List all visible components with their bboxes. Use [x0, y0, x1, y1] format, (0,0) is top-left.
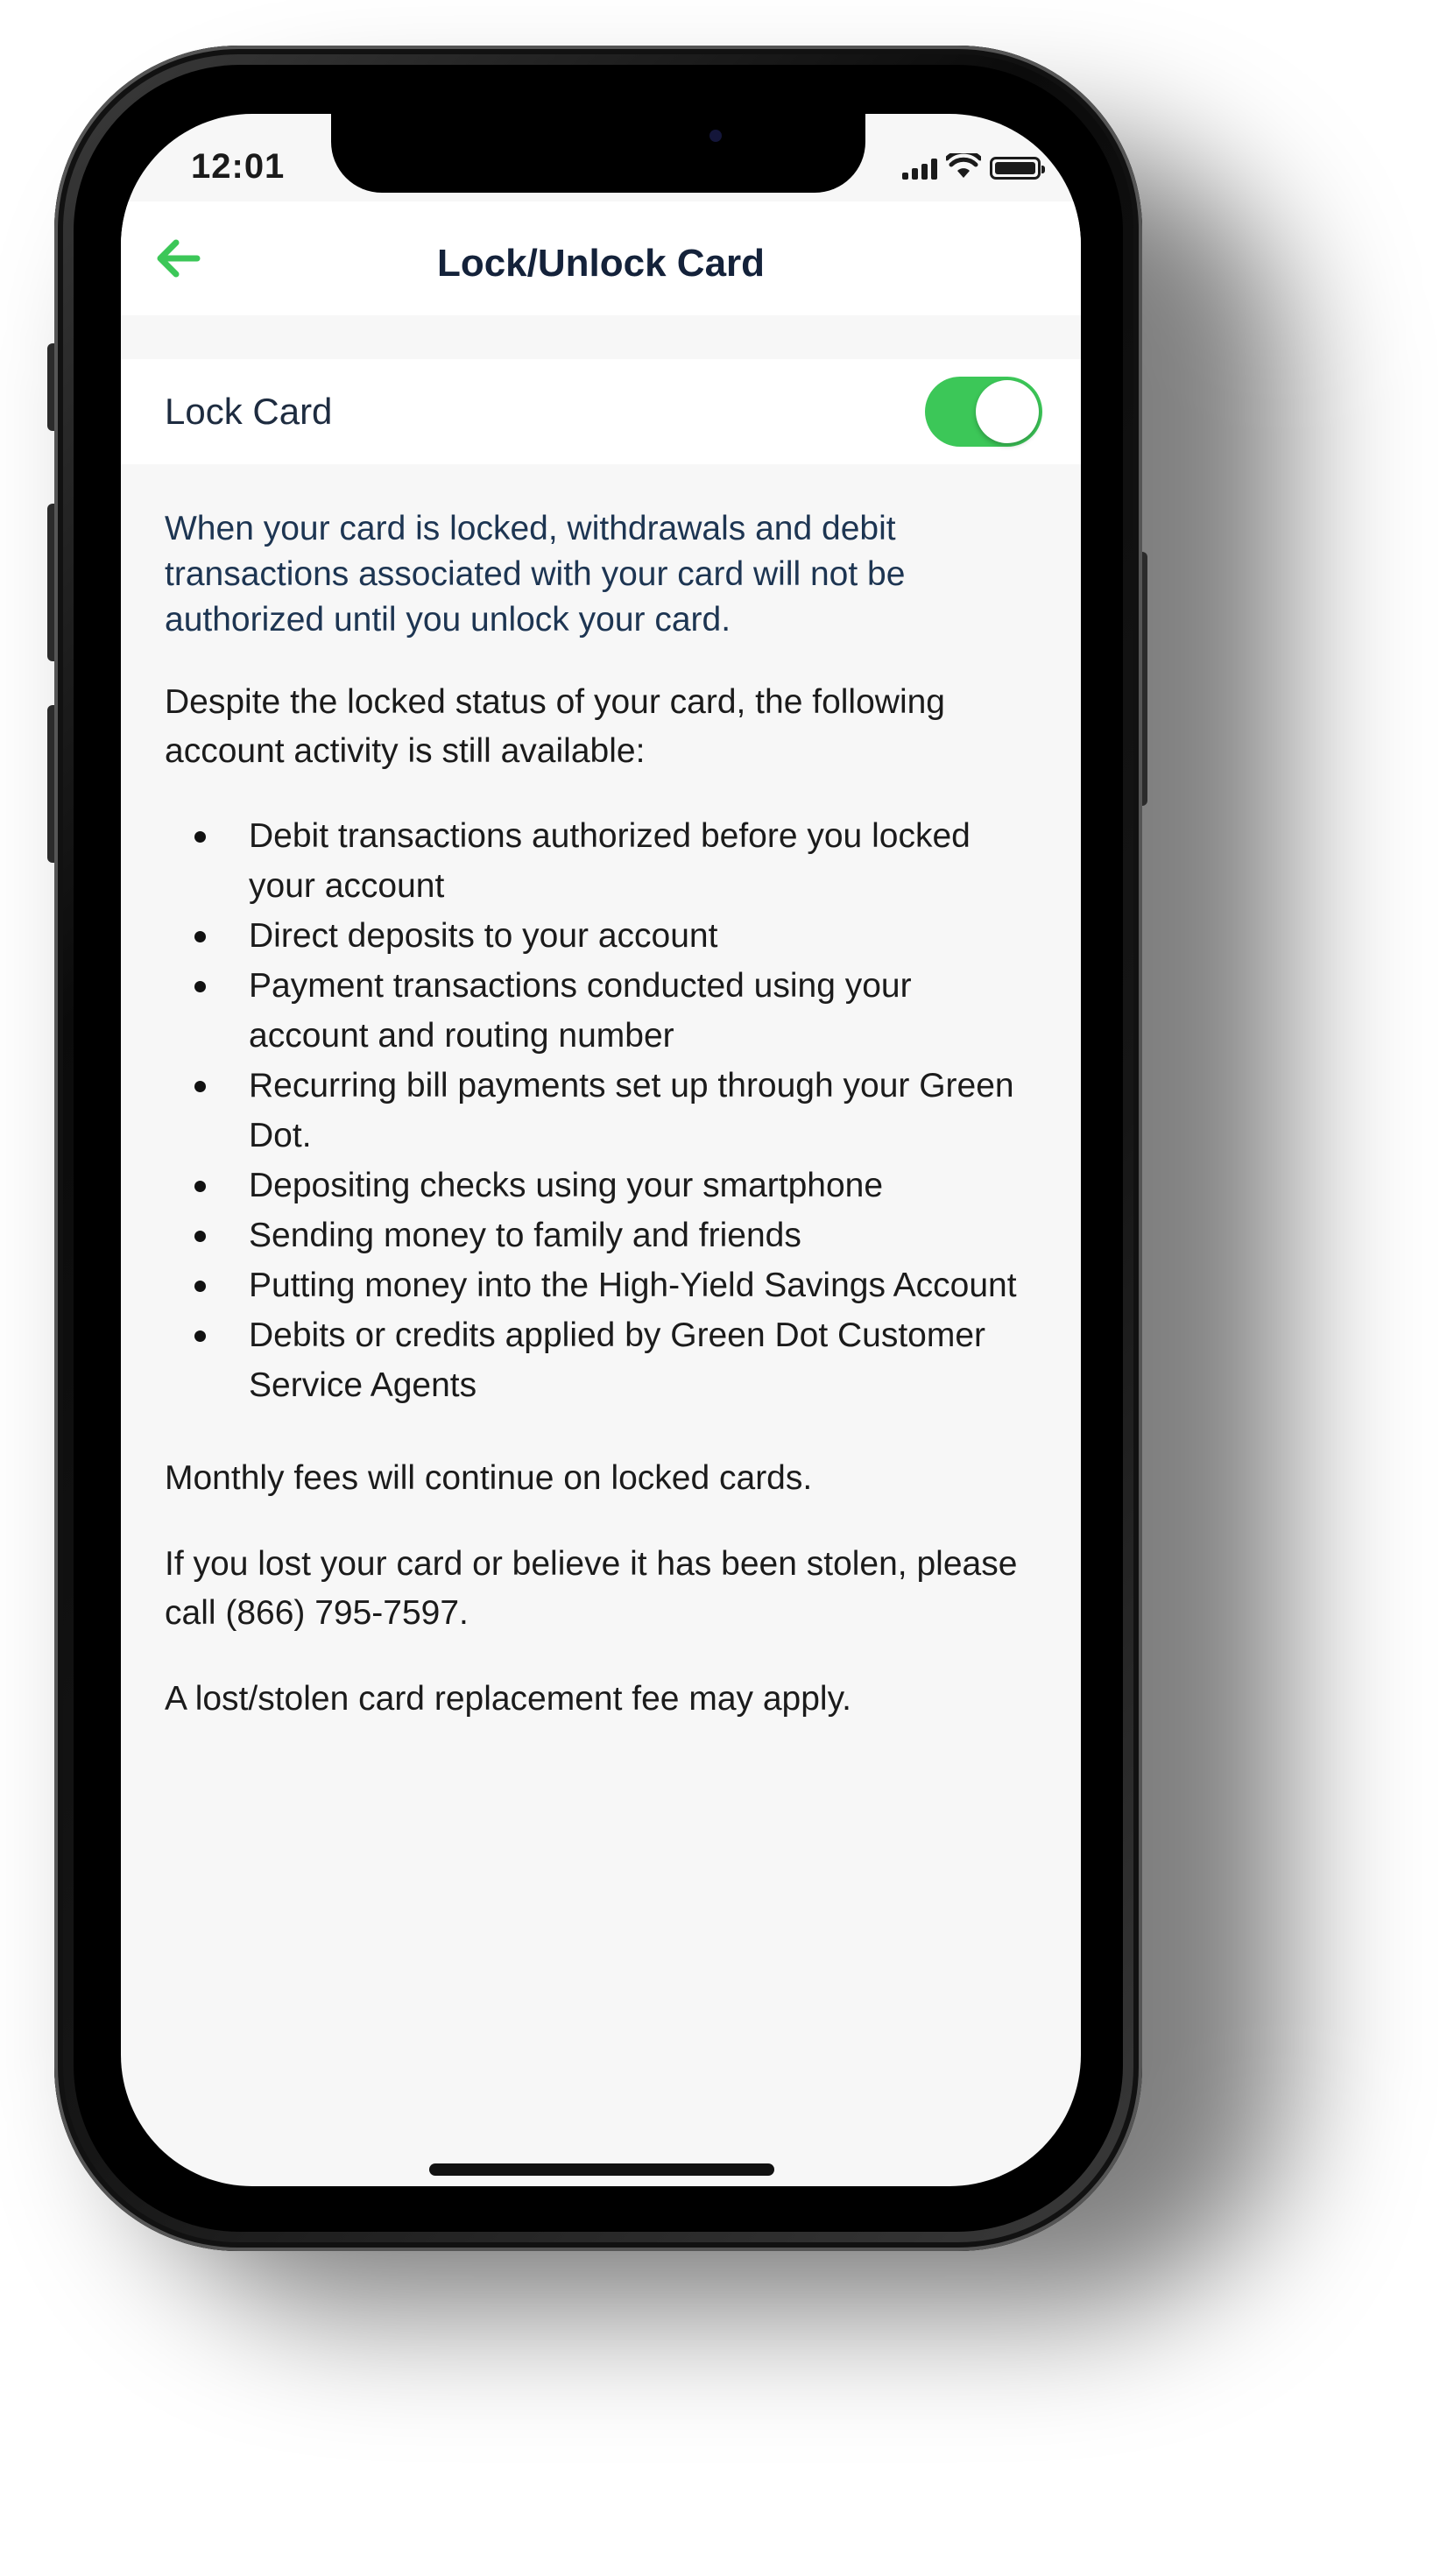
replacement-fee-text: A lost/stolen card replacement fee may apply. [165, 1680, 852, 1718]
list-item: Payment transactions conducted using your account and routing number [165, 961, 1041, 1061]
status-icons [902, 153, 1041, 180]
list-item: Sending money to family and friends [165, 1210, 1041, 1260]
home-indicator[interactable] [429, 2163, 774, 2176]
phone-screen [121, 114, 1081, 2186]
signal-icon [902, 159, 937, 180]
list-item: Debit transactions authorized before you locked your account [165, 811, 1041, 911]
battery-icon [990, 157, 1041, 180]
toggle-knob [976, 380, 1039, 443]
notch [331, 114, 865, 193]
status-time: 12:01 [191, 147, 286, 186]
nav-header [121, 201, 1081, 315]
list-item: Direct deposits to your account [165, 911, 1041, 961]
list-item: Debits or credits applied by Green Dot Customer Service Agents [165, 1310, 1041, 1410]
status-bar [121, 114, 1081, 201]
list-item: Recurring bill payments set up through your Green Dot. [165, 1061, 1041, 1161]
lock-card-label: Lock Card [165, 391, 333, 432]
lock-info-content [165, 506, 1041, 1759]
lock-card-toggle[interactable] [925, 377, 1042, 447]
lock-card-row [121, 359, 1081, 464]
front-camera [709, 130, 722, 142]
lost-card-text: If you lost your card or believe it has been stolen, please call (866) 795-7597. [165, 1545, 1018, 1632]
page-title: Lock/Unlock Card [436, 242, 766, 285]
list-item: Putting money into the High-Yield Savings Account [165, 1260, 1041, 1310]
wifi-icon [946, 153, 981, 180]
fees-text: Monthly fees will continue on locked cards. [165, 1459, 813, 1497]
intro-text: When your card is locked, withdrawals and debit transactions associated with your card will not be authorized until you unlock your card. [165, 510, 906, 639]
list-item: Depositing checks using your smartphone [165, 1161, 1041, 1210]
available-activity-list [165, 811, 1041, 1410]
despite-text: Despite the locked status of your card, the following account activity is still available: [165, 683, 945, 770]
